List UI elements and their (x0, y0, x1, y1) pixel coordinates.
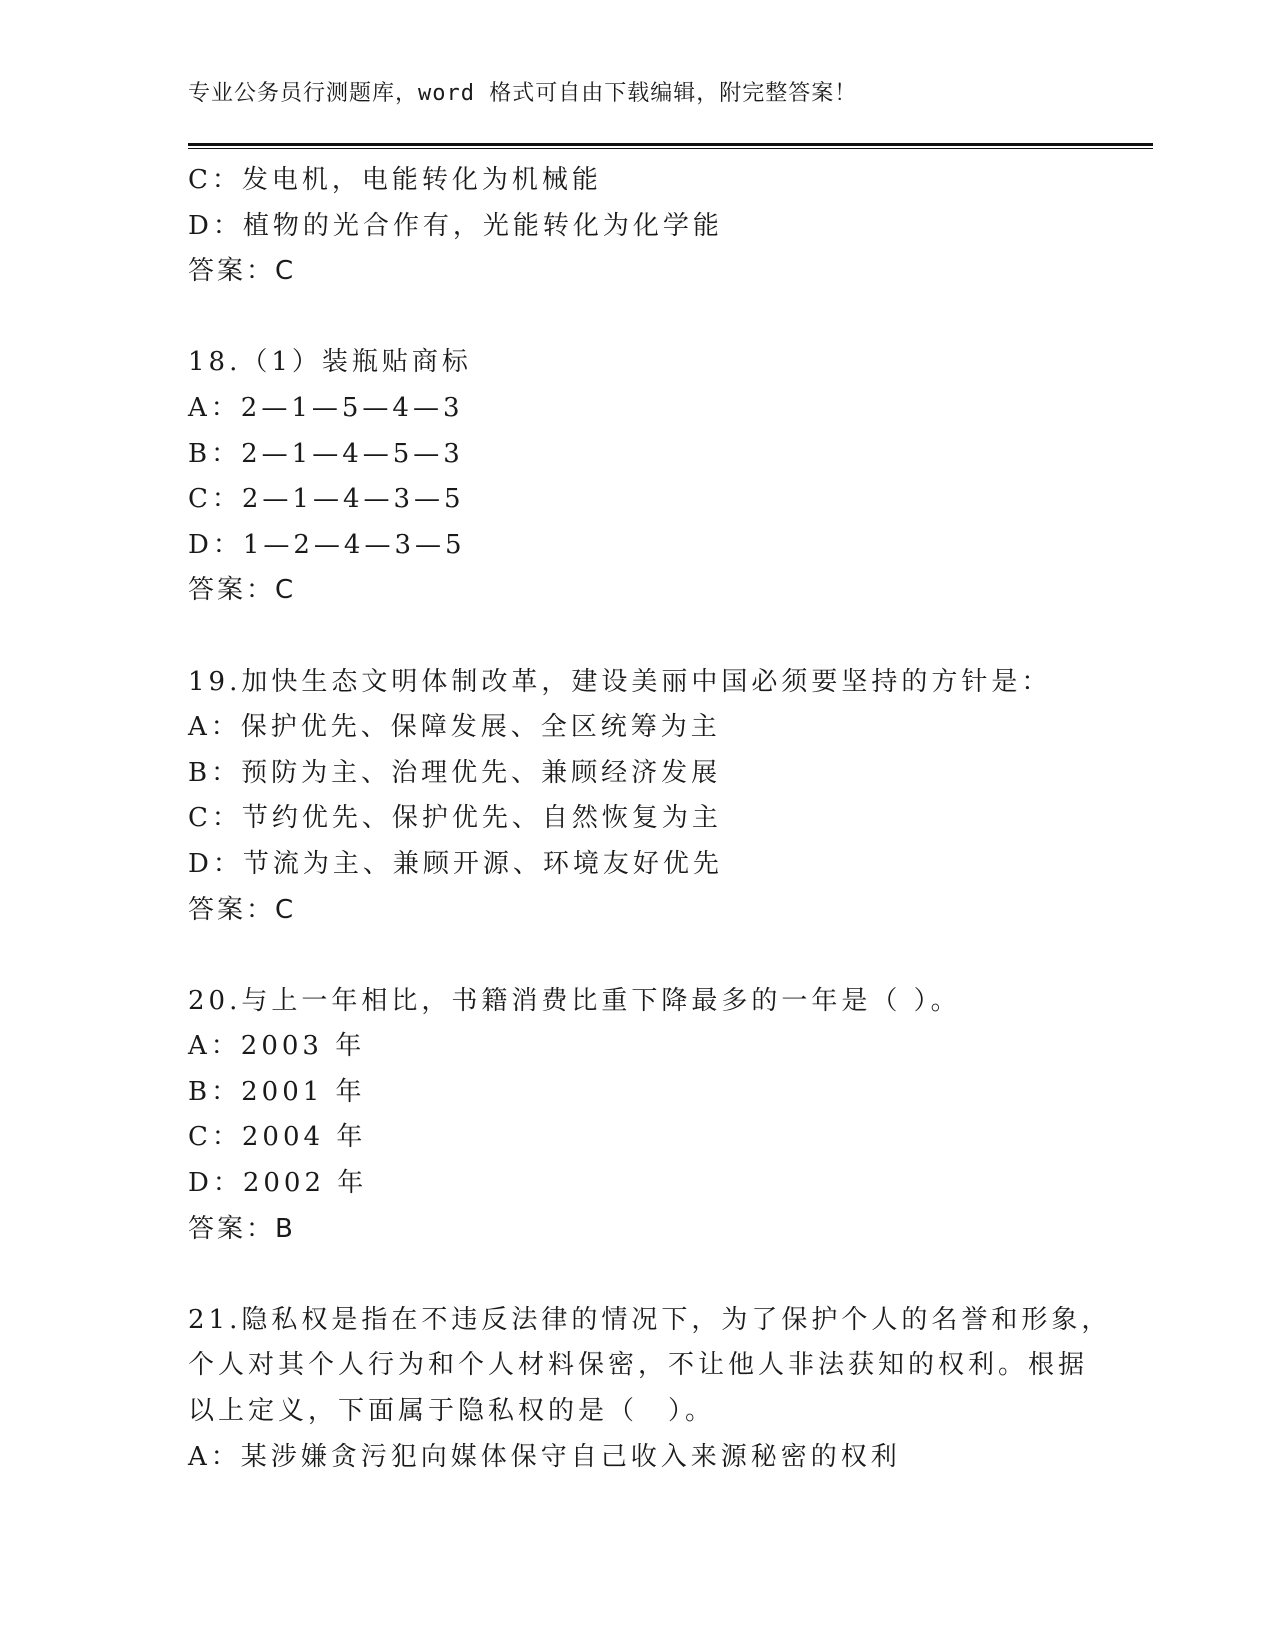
q19-option-d: D：节流为主、兼顾开源、环境友好优先 (188, 848, 723, 879)
q21-stem-line-2: 个人对其个人行为和个人材料保密，不让他人非法获知的权利。根据 (188, 1350, 1089, 1381)
q19-stem: 19.加快生态文明体制改革，建设美丽中国必须要坚持的方针是： (188, 666, 1052, 697)
spacer (188, 933, 1088, 979)
q21-stem-line-3: 以上定义，下面属于隐私权的是（ ）。 (188, 1396, 716, 1427)
q17-option-c: C：发电机，电能转化为机械能 (188, 165, 602, 195)
q17-option-d: D：植物的光合作有，光能转化为化学能 (188, 210, 723, 241)
q19-option-b: B：预防为主、治理优先、兼顾经济发展 (188, 757, 722, 788)
q20-option-d: D：2002 年 (188, 1168, 368, 1199)
q20-option-c: C：2004 年 (188, 1122, 367, 1153)
q19-option-c: C：节约优先、保护优先、自然恢复为主 (188, 803, 722, 834)
header-rule-thin (188, 148, 1153, 149)
q20-stem: 20.与上一年相比，书籍消费比重下降最多的一年是（ ）。 (188, 985, 961, 1016)
q19-option-a: A：保护优先、保障发展、全区统筹为主 (188, 712, 721, 743)
page-header: 专业公务员行测题库，word 格式可自由下载编辑，附完整答案！ (188, 81, 858, 106)
q19-answer: 答案：C (188, 894, 297, 925)
q20-option-b: B：2001 年 (188, 1076, 366, 1107)
q17-answer: 答案：C (188, 256, 297, 287)
q18-option-d: D：1—2—4—3—5 (188, 529, 466, 560)
q18-option-a: A：2—1—5—4—3 (188, 392, 464, 423)
spacer (188, 295, 1088, 341)
q21-stem-line-1: 21.隐私权是指在不违反法律的情况下，为了保护个人的名誉和形象， (188, 1304, 1112, 1335)
q20-answer: 答案：B (188, 1213, 296, 1244)
q18-option-b: B：2—1—4—5—3 (188, 438, 464, 469)
spacer (188, 614, 1088, 660)
q18-stem: 18.（1）装瓶贴商标 (188, 347, 472, 378)
header-rule-thick (188, 143, 1153, 146)
q18-answer: 答案：C (188, 575, 297, 606)
question-content (188, 158, 1112, 1480)
spacer (188, 1252, 1088, 1298)
q18-option-c: C：2—1—4—3—5 (188, 484, 465, 515)
q21-option-a: A：某涉嫌贪污犯向媒体保守自己收入来源秘密的权利 (188, 1441, 901, 1472)
q20-option-a: A：2003 年 (188, 1031, 366, 1062)
